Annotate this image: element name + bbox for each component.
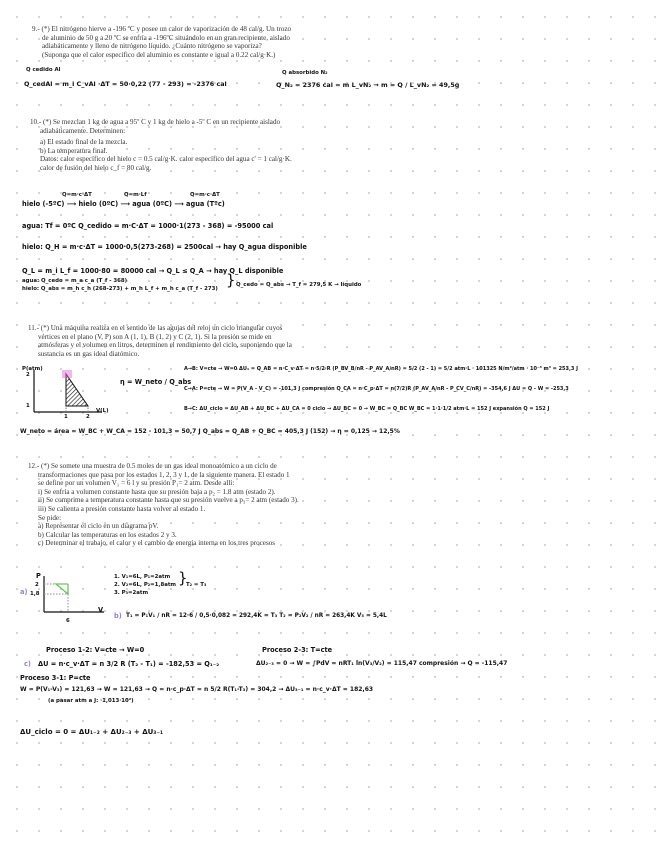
- p12-state-3: 3. P₃=2atm: [114, 590, 149, 596]
- p10-datos-2: calor de fusión del hielo c_f = 80 cal/g.: [40, 163, 152, 172]
- p11-line-2: vértices en el plano (V, P) son A (1, 1), B (1, 2) y C (2, 1). Si la presión se mide en: [38, 332, 272, 341]
- p12-process-31-note: (a pasar atm a J: ·1,013·10²): [48, 698, 134, 704]
- p12-line-1: 12.- (*) Se somete una muestra de 0.5 moles de un gas ideal monoatómico a un ciclo de: [28, 462, 277, 470]
- problem-11-statement: [28, 324, 292, 358]
- p12-state-1: 1. V₁=6L, P₁=2atm: [114, 574, 171, 580]
- p9-line-4: (Suponga que el calor específico del aluminio es constante e igual a 0.22 cal/g·K.): [42, 50, 276, 59]
- p12-step-2: ii) Se comprime a temperatura constante hasta que su presión vuelve a p₃= 2 atm (estado 3).: [38, 496, 299, 505]
- p10-chain-label-3: Q=m·c·ΔT: [190, 192, 220, 198]
- p11-line-1: 11.- (*) Una máquina realiza en el sentido de las agujas del reloj un ciclo triangular cuyos: [28, 324, 283, 332]
- p12-temperatures: T₁ = P₁V₁ / nR = 12·6 / 0,5·0,082 = 292,4K = T₃ T₂ = P₂V₂ / nR = 263,4K V₃ = 5,4L: [126, 613, 387, 619]
- p10-datos: Datos: calor específico del hielo c = 0.5 cal/g·K. calor específico del agua c' = 1 cal/g·K.: [40, 155, 292, 164]
- p11-axis-p-label: P(atm): [22, 366, 43, 372]
- p12-mark-b: b): [114, 612, 122, 620]
- p12-cycle: [56, 584, 68, 594]
- p10-item-b: b) La temperatura final.: [40, 146, 108, 155]
- p12-item-a: a) Representar el ciclo en un diagrama pV.: [38, 522, 159, 531]
- p12-brace: }: [178, 569, 188, 587]
- p12-state-2: 2. V₂=6L, P₂=1,8atm: [114, 582, 177, 588]
- p12-line-3: se define por un volumen V₁ = 6 l y su presión P₁= 2 atm. Desde allí:: [38, 479, 235, 488]
- p10-line-1: 10.- (*) Se mezclan 1 kg de agua a 95º C y 1 kg de hielo a -5º C en un recipiente aislado: [30, 118, 281, 126]
- p12-process-23: ΔU₂₋₃ = 0 → W = ∫PdV = nRT₁ ln(V₃/V₂) = 115,47 compresión → Q = -115,47: [256, 660, 508, 667]
- p12-brace-note: T₂ = T₃: [186, 582, 207, 588]
- problem-12-statement: [28, 462, 299, 548]
- p9-line-3: adiabáticamente y lleno de nitrógeno líquido. ¿Cuánto nitrógeno se vaporiza?: [42, 42, 262, 51]
- p11-tick-v-1: 1: [64, 414, 68, 420]
- p11-work-BC: B→C: ΔU_ciclo = ΔU_AB + ΔU_BC + ΔU_CA = 0 ciclo → ΔU_BC = 0 → W_BC = Q_BC W_BC = 1·1·1/2 atm·L = 152 J expansión Q = 152 J: [184, 406, 550, 412]
- p11-work-CA: C→A: P=cte → W = P(V_A - V_C) = -101,3 J compresión Q_CA = n·C_p·ΔT = n(7/2)R (P_AV_A/nR - P_CV_C/nR) = -354,6 J ΔU = Q - W = -253,3: [184, 386, 569, 392]
- p12-mark-a: a): [20, 588, 28, 596]
- p11-line-4: sustancia es un gas ideal diatómico.: [38, 349, 140, 358]
- p12-process-31-title: Proceso 3-1: P=cte: [20, 674, 91, 682]
- p12-pv-graph: [34, 572, 114, 622]
- p10-line-2: adiabáticamente. Determinen:: [40, 126, 126, 135]
- p10-chain: hielo (-5ºC) ⟶ hielo (0ºC) ⟶ agua (0ºC) ⟶ agua (Tºc): [22, 200, 225, 208]
- p10-line-hielo: hielo: Q_H = m·c·ΔT = 1000·0,5(273-268) = 2500cal → hay Q_agua disponible: [22, 243, 307, 251]
- p10-chain-label-2: Q=m·Lf: [124, 192, 147, 198]
- problem-10-statement: [30, 118, 292, 173]
- p12-process-31: W = P(V₁-V₃) = 121,63 → W = 121,63 → Q = n·c_p·ΔT = n 5/2 R(T₁-T₃) = 304,2 → ΔU₃₋₁ = n·c_v·ΔT = 182,63: [20, 686, 374, 693]
- p9-equation-1: Q_cedAl = m_i C_vAl ·ΔT = 50·0,22 (77 - 293) = -2376 cal: [24, 80, 227, 88]
- p10-line-agua: agua: Tf = 0ºC Q_cedido = m·C·ΔT = 1000·1(273 - 368) = -95000 cal: [22, 222, 274, 230]
- p10-line-cedo: agua: Q_cedo = m_a c_a (T_f - 368): [22, 278, 128, 284]
- p12-tick-p-18: 1,8: [30, 591, 40, 597]
- p12-step-1: i) Se enfría a volumen constante hasta que su presión baja a p₂ = 1.8 atm (estado 2).: [38, 487, 276, 496]
- problem-9-statement: [32, 25, 291, 59]
- p11-highlight: [62, 370, 72, 378]
- p11-work-AB: A→B: V=cte → W=0 ΔU₁ = Q_AB = n·C_v·ΔT = n·5/2·R (P_BV_B/nR - P_AV_A/nR) = 5/2 (2 - 1) = 5/2 atm·L · 101325 N/m²/atm · 10⁻³ m³ = 253,3 J: [184, 366, 578, 372]
- p12-axis-p-label: P: [36, 572, 41, 580]
- p12-ask: Se pide:: [38, 513, 62, 522]
- p11-tick-v-2: 2: [86, 414, 90, 420]
- p9-line-2: de aluminio de 50 g a 20 ºC se enfría a -196ºC situándolo en un gran recipiente, aislado: [42, 33, 290, 42]
- p10-chain-label-1: Q=m·c·ΔT: [62, 192, 92, 198]
- p12-process-23-title: Proceso 2-3: T=cte: [262, 646, 333, 654]
- p11-efficiency-formula: η = W_neto / Q_abs: [120, 378, 192, 386]
- p12-tick-v-6: 6: [66, 618, 70, 624]
- p12-tick-p-2: 2: [35, 582, 39, 588]
- p12-item-b: b) Calcular las temperaturas en los estados 2 y 3.: [38, 530, 177, 539]
- p10-line-result: Q_cedo = Q_abs → T_f = 279,5 K → líquido: [236, 282, 362, 288]
- p12-line-2: transformaciones que pasa por los estados 1, 2, 3 y 1, de la siguiente manera. El estado 1: [38, 470, 290, 479]
- p9-note-cedido: Q cedido Al: [26, 67, 61, 73]
- p12-step-3: iii) Se calienta a presión constante hasta volver al estado 1.: [38, 504, 206, 513]
- p11-axis-v-label: V(L): [96, 408, 109, 414]
- p12-axis-v-label: V: [98, 606, 104, 614]
- p12-item-c: c) Determinar el trabajo, el calor y el cambio de energía interna en los tres procesos: [38, 539, 276, 548]
- p11-line-3: atmósferas y el volumen en litros, determinen el rendimiento del ciclo, suponiendo que la: [38, 341, 292, 350]
- p11-result: W_neto = área = W_BC + W_CA = 152 - 101,3 = 50,7 J Q_abs = Q_AB + Q_BC = 405,3 J (152) → η = 0,125 → 12,5%: [20, 428, 400, 435]
- p10-line-latente: Q_L = m_i L_f = 1000·80 = 80000 cal → Q_L ≤ Q_A → hay Q_L disponible: [22, 267, 284, 275]
- p11-tick-p-2: 2: [26, 372, 30, 378]
- p9-line-1: 9.- (*) El nitrógeno hierve a -196 ºC y posee un calor de vaporización de 48 cal/g. Un trozo: [32, 25, 292, 33]
- p11-cycle-triangle: [66, 374, 88, 406]
- p12-process-12-title: Proceso 1-2: V=cte → W=0: [46, 646, 145, 654]
- p9-note-absorbido: Q absorbido N₂: [282, 70, 328, 76]
- p11-tick-p-1: 1: [26, 403, 30, 409]
- p10-line-abs: hielo: Q_abs = m_h c_h (268-273) + m_h L_f + m_h c_a (T_f - 273): [22, 286, 218, 292]
- p12-mark-c: c): [24, 660, 31, 668]
- p10-item-a: a) El estado final de la mezcla.: [40, 138, 128, 147]
- p12-process-12: ΔU = n·c_v·ΔT = n 3/2 R (T₂ - T₁) = -182,53 = Q₁₋₂: [38, 660, 220, 668]
- p9-equation-2: Q_N₂ = 2376 cal = m L_vN₂ → m = Q / L_vN₂ = 49,5g: [276, 81, 460, 89]
- p12-final-energy: ΔU_ciclo = 0 = ΔU₁₋₂ + ΔU₂₋₃ + ΔU₃₋₁: [20, 728, 164, 736]
- p10-brace: }: [226, 271, 236, 289]
